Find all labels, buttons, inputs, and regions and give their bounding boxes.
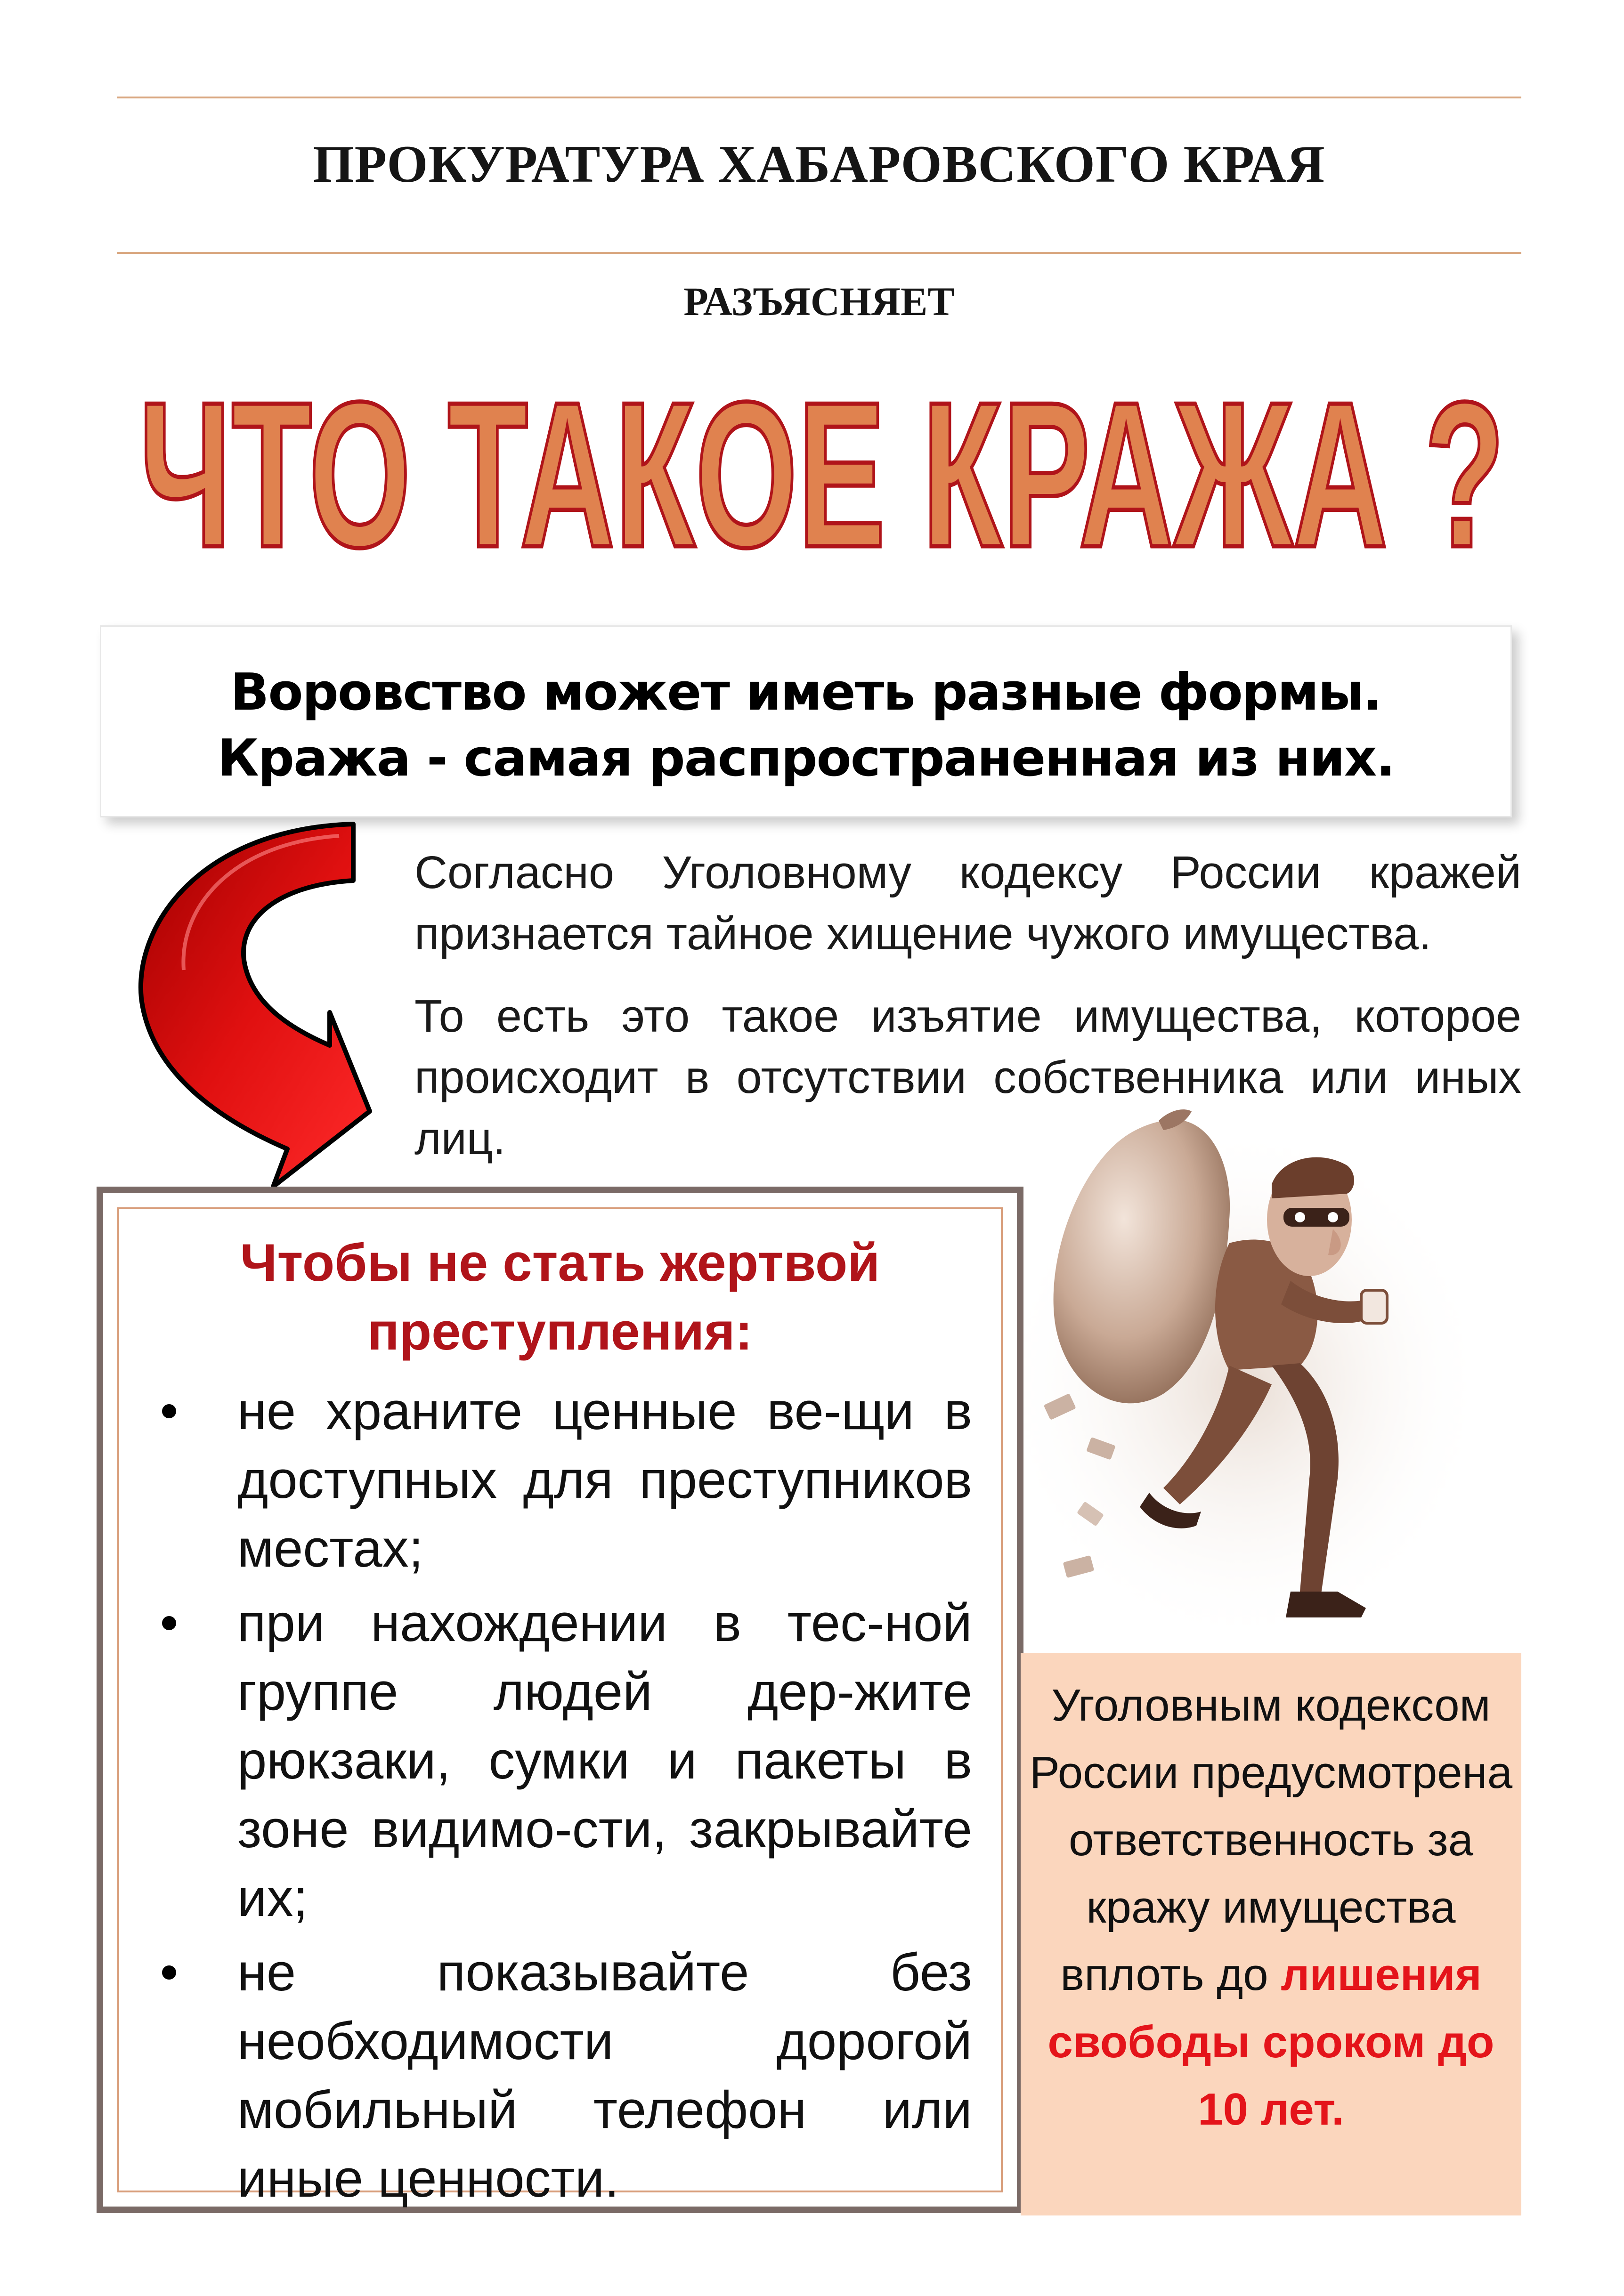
- tip-text: при нахождении в тес-ной группе людей дер-жите рюкзаки, сумки и пакеты в зоне видимо-сти, закрывайте их;: [237, 1593, 972, 1927]
- penalty-text: Уголовным кодексом России предусмотрена ответственность за кражу имущества вплоть до: [1029, 1680, 1513, 2000]
- bullet-icon: [162, 1965, 176, 1980]
- bullet-icon: [162, 1616, 176, 1630]
- tip-text: не показывайте без необходимости дорогой мобильный телефон или иные ценности.: [237, 1943, 972, 2208]
- penalty-box: [1021, 1653, 1521, 2215]
- penalty-highlight: лишения свободы сроком до 10 лет.: [1047, 1949, 1494, 2134]
- tip-text: не храните ценные ве-щи в доступных для преступников местах;: [237, 1382, 972, 1578]
- bullet-icon: [162, 1404, 176, 1418]
- tip-item: [153, 1938, 972, 2213]
- explains-subtitle: РАЗЪЯСНЯЕТ: [683, 279, 955, 324]
- tip-item: [153, 1377, 972, 1583]
- tips-title: Чтобы не стать жертвой преступления:: [240, 1233, 880, 1361]
- organization-title: ПРОКУРАТУРА ХАБАРОВСКОГО КРАЯ: [313, 135, 1325, 194]
- curved-arrow-icon: [132, 810, 377, 1196]
- headline: [127, 358, 1517, 579]
- lead-box: [100, 625, 1512, 817]
- headline-text: ЧТО ТАКОЕ КРАЖА ?: [139, 359, 1505, 579]
- tip-item: [153, 1589, 972, 1932]
- definition-paragraph-1: Согласно Уголовному кодексу России кражей признается тайное хищение чужого имущества.: [414, 847, 1521, 959]
- middle-rule: [117, 252, 1521, 254]
- lead-line-2: Кража - самая распространенная из них.: [217, 729, 1395, 788]
- tips-box: [97, 1187, 1023, 2213]
- tips-list: [153, 1377, 972, 2219]
- lead-line-1: Воровство может иметь разные формы.: [230, 663, 1381, 722]
- thief-with-sack-icon: [1008, 1102, 1526, 1648]
- top-rule: [117, 97, 1521, 98]
- definition-paragraph-2: То есть это такое изъятие имущества, которое происходит в отсутствии собственника или иных лиц.: [414, 990, 1521, 1164]
